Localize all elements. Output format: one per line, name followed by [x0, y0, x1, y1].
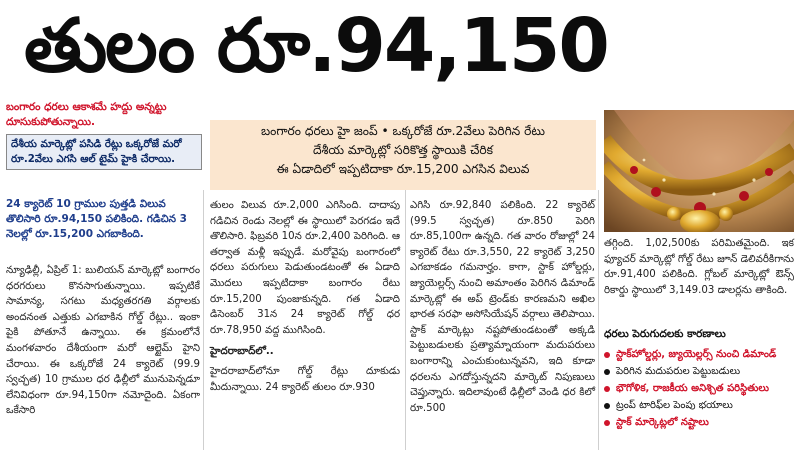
article-text: హైదరాబాద్‌లోనూ గోల్డ్ రేట్లు దూకుడు మీదున్నాయి. 24 క్యారెట్ తులం రూ.930 — [210, 365, 400, 393]
subhead-hyderabad: హైదరాబాద్‌లో.. — [210, 346, 274, 358]
reason-item: పెరిగిన మదుపరుల పెట్టుబడులు — [604, 363, 796, 380]
reasons-list — [604, 346, 796, 431]
article-text: న్యూఢిల్లీ, ఏప్రిల్ 1: బులియన్ మార్కెట్లో బంగారం ధరగరులు కొనసాగుతున్నాయి. ఇప్పటికే సామాన్య, సగటు మధ్యతరగతి వర్గాలకు అందనంత ఎత్తుకు ఎగబాకిన గోల్డ్ రేట్లు.. ఇంకా పైకి పోతూనే ఉన్నాయి. ఈ క్రమంలోనే మంగళవారం దేశీయంగా మరో ఆల్టైమ్ హైని చేరాయి. ఈ ఒక్కరోజే 24 క్యారెట్ (99.9 స్వచ్ఛత) 10 గ్రాముల ధర ఢిల్లీలో మునుపెన్నడూ లేనివిధంగా రూ.94,150గా నమోదైంది. ఏకంగా ఒకేసారి — [6, 265, 200, 417]
deck — [210, 120, 596, 190]
deck-line-1: బంగారం ధరలు హై జంప్ • ఒక్కరోజే రూ.2వేలు పెరిగిన రేటు — [261, 124, 545, 138]
article-column-1 — [6, 263, 200, 419]
reason-item: భౌగోళిక, రాజకీయ అనిశ్చిత పరిస్థితులు — [604, 380, 796, 397]
jewellery-image — [604, 110, 794, 232]
article-column-4 — [604, 236, 794, 298]
reasons-title: ధరలు పెరుగుదలకు కారణాలు — [604, 328, 726, 340]
article-column-2 — [210, 198, 400, 395]
column-rule — [203, 190, 204, 450]
deck-line-3: ఈ ఏడాదిలో ఇప్పటిదాకా రూ.15,200 ఎగసిన విలువ — [276, 162, 530, 176]
article-text: ఎగిసి రూ.92,840 పలికింది. 22 క్యారెట్ (99.5 స్వచ్ఛత) రూ.850 పెరిగి రూ.85,100గా ఉన్నది. గత వారం రోజుల్లో 24 క్యారెట్ రేటు రూ.3,550, 22 క్యారెట్ 3,250 ఎగబాకడం గమనార్హం. కాగా, స్టాక్ హోల్డర్లు, జ్యుయెల్లర్స్ నుంచి అమాంతం పెరిగిన డిమాండ్ మార్కెట్లో ఈ అప్ ట్రెండ్‌కు కారణమని అఖిల భారత సరఫా అసోసియేషన్ వర్గాలు తెలిపాయి. స్టాక్ మార్కెట్లు నష్టపోతుండటంతో అక్కడి పెట్టుబడులకు ప్రత్యామ్నాయంగా మదుపరులు బంగారాన్ని ఎంచుకుంటున్నవని, ఇది కూడా ధరలను ఎగదోస్తున్నదని మార్కెట్ నిపుణులు చెప్తున్నారు. ఇదిలావుంటే ఢిల్లీలో వెండి ధర కిలో రూ.500 — [410, 200, 595, 414]
article-text: తులం విలువ రూ.2,000 ఎగిసింది. దాదాపు గడిచిన రెండు నెలల్లో ఈ స్థాయిలో పెరగడం ఇదే తొలిసారి. ఫిబ్రవరి 10న రూ.2,400 పెరిగింది. ఆ తర్వాత మళ్లీ ఇప్పుడే. మరోవైపు బంగారంలో ధరలు పరుగులు పెడుతుండటంతో ఈ ఏడాది మొదలు ఇప్పటిదాకా బంగారం రేటు రూ.15,200 పుంజుకున్నది. గత ఏడాది డిసెంబర్ 31న 24 క్యారెట్ గోల్డ్ ధర రూ.78,950 వద్ద ముగిసింది. — [210, 200, 400, 336]
article-column-3 — [410, 198, 595, 416]
teaser-2: దేశీయ మార్కెట్లో పసిడి రేట్లు ఒక్కరోజే మరో రూ.2వేలు ఎగసి ఆల్ టైమ్ హైకి చేరాయి. — [6, 134, 202, 170]
headline — [0, 0, 800, 98]
reason-item: ట్రంప్ టారిఫ్‌ల పెంపు భయాలు — [604, 397, 796, 414]
gold-jewellery-photo — [604, 110, 794, 232]
reasons-box — [604, 328, 796, 431]
column-rule — [405, 190, 406, 450]
deck-line-2: దేశీయ మార్కెట్లో సరికొత్త స్థాయికి చేరిక — [313, 143, 493, 157]
teaser-1: బంగారం ధరలు ఆకాశమే హద్దు అన్నట్టు దూసుకుపోతున్నాయి. — [6, 101, 167, 128]
article-text: తగ్గింది. 1,02,500కు పరిమితమైంది. ఇక ఫ్యూచర్ మార్కెట్లో గోల్డ్ రేటు జూన్ డెలివరీకిగాను రూ.91,400 పలికింది. గ్లోబల్ మార్కెట్లో ఔన్స్ రికార్డు స్థాయిలో 3,149.03 డాలర్లను తాకింది. — [604, 238, 794, 296]
column-rule — [598, 190, 599, 450]
reason-item: స్టాక్ మార్కెట్లలో నష్టాలు — [604, 414, 796, 431]
teaser-3: 24 క్యారెట్ 10 గ్రాముల పుత్తడి విలువ తొలిసారి రూ.94,150 పలికింది. గడిచిన 3 నెలల్లో రూ.15,200 ఎగబాకింది. — [6, 198, 187, 240]
reason-item: స్టాక్‌హోల్డర్లు, జ్యుయెల్లర్స్ నుంచి డిమాండ్ — [604, 346, 796, 363]
headline-text: తులం రూ.94,150 — [24, 3, 608, 89]
